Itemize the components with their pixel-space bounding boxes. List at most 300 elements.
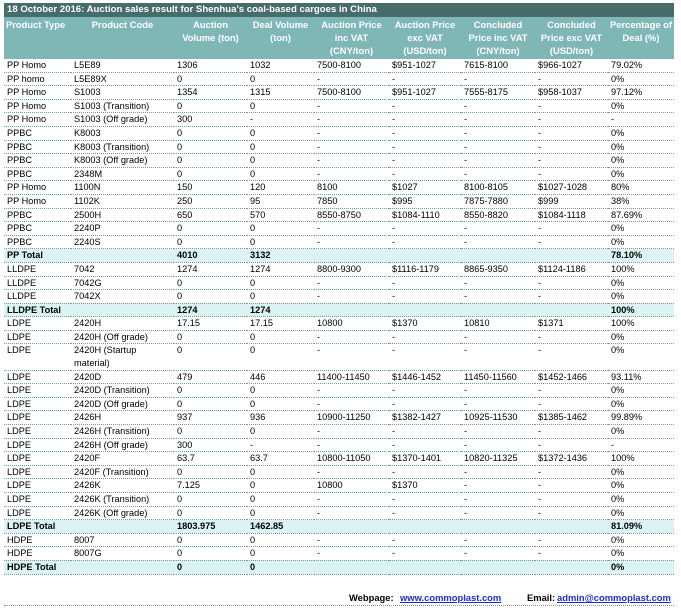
- cell-product-code: [71, 249, 174, 263]
- cell-product-code: S1003 (Off grade): [71, 113, 174, 127]
- cell-auction-volume: 0: [174, 330, 247, 344]
- cell-auction-volume: 1803.975: [174, 520, 247, 534]
- cell-auction-volume: 0: [174, 276, 247, 290]
- cell-concluded-price-usd: -: [535, 438, 608, 452]
- cell-deal-volume: 95: [247, 194, 314, 208]
- cell-deal-volume: 0: [247, 493, 314, 507]
- cell-concluded-price-cny: -: [461, 425, 535, 439]
- cell-auction-price-usd: -: [389, 397, 461, 411]
- cell-product-code: 2240P: [71, 222, 174, 236]
- cell-deal-percentage: 0%: [608, 276, 674, 290]
- cell-deal-volume: 1274: [247, 303, 314, 317]
- cell-auction-price-cny: -: [314, 276, 389, 290]
- cell-product-code: [71, 303, 174, 317]
- cell-auction-price-cny: -: [314, 222, 389, 236]
- cell-concluded-price-cny: -: [461, 547, 535, 561]
- cell-product-code: 2420D (Transition): [71, 384, 174, 398]
- cell-deal-percentage: 100%: [608, 317, 674, 331]
- webpage-link[interactable]: www.commoplast.com: [400, 592, 502, 603]
- cell-auction-price-usd: $1116-1179: [389, 262, 461, 276]
- cell-auction-price-usd: -: [389, 235, 461, 249]
- cell-concluded-price-cny: [461, 560, 535, 574]
- cell-deal-percentage: 0%: [608, 154, 674, 168]
- cell-concluded-price-usd: -: [535, 113, 608, 127]
- table-row: [4, 235, 674, 249]
- cell-deal-volume: 63.7: [247, 452, 314, 466]
- table-row: [4, 208, 674, 222]
- cell-auction-price-usd: -: [389, 344, 461, 370]
- table-row: [4, 276, 674, 290]
- cell-auction-price-cny: -: [314, 290, 389, 304]
- table-row: [4, 506, 674, 520]
- cell-deal-volume: 570: [247, 208, 314, 222]
- cell-product-code: 2420F (Transition): [71, 465, 174, 479]
- cell-auction-price-usd: [389, 560, 461, 574]
- cell-product-code: 2426K: [71, 479, 174, 493]
- cell-concluded-price-cny: -: [461, 465, 535, 479]
- cell-auction-price-usd: $1382-1427: [389, 411, 461, 425]
- auction-results-sheet: [4, 3, 674, 603]
- cell-product-code: 2426K (Transition): [71, 493, 174, 507]
- cell-product-code: 2420H (Off grade): [71, 330, 174, 344]
- cell-concluded-price-usd: -: [535, 384, 608, 398]
- cell-deal-percentage: 0%: [608, 72, 674, 86]
- cell-deal-percentage: 0%: [608, 465, 674, 479]
- cell-product-code: 7042: [71, 262, 174, 276]
- cell-concluded-price-usd: $958-1037: [535, 86, 608, 100]
- cell-product-type: LDPE: [4, 317, 71, 331]
- cell-concluded-price-usd: [535, 520, 608, 534]
- cell-product-code: L5E89: [71, 59, 174, 72]
- cell-auction-volume: 0: [174, 235, 247, 249]
- cell-concluded-price-usd: -: [535, 425, 608, 439]
- cell-product-code: 1102K: [71, 194, 174, 208]
- cell-auction-price-usd: -: [389, 154, 461, 168]
- cell-deal-volume: 1462.85: [247, 520, 314, 534]
- cell-concluded-price-usd: $1385-1462: [535, 411, 608, 425]
- cell-concluded-price-usd: -: [535, 126, 608, 140]
- cell-deal-volume: 1032: [247, 59, 314, 72]
- cell-product-type: LDPE: [4, 465, 71, 479]
- cell-concluded-price-usd: $1372-1436: [535, 452, 608, 466]
- cell-product-code: 1100N: [71, 181, 174, 195]
- cell-deal-percentage: -: [608, 438, 674, 452]
- cell-deal-volume: 0: [247, 126, 314, 140]
- cell-auction-price-usd: $1370: [389, 479, 461, 493]
- cell-product-code: K8003: [71, 126, 174, 140]
- cell-auction-price-cny: -: [314, 493, 389, 507]
- cell-concluded-price-cny: 10925-11530: [461, 411, 535, 425]
- cell-auction-price-usd: -: [389, 506, 461, 520]
- cell-product-code: K8003 (Off grade): [71, 154, 174, 168]
- cell-product-type: LDPE: [4, 330, 71, 344]
- cell-product-type: LDPE: [4, 384, 71, 398]
- cell-auction-price-usd: -: [389, 140, 461, 154]
- cell-deal-percentage: 0%: [608, 560, 674, 574]
- cell-product-code: 2420D: [71, 370, 174, 384]
- table-row: [4, 194, 674, 208]
- cell-deal-volume: 0: [247, 154, 314, 168]
- cell-deal-percentage: 0%: [608, 222, 674, 236]
- cell-deal-volume: 0: [247, 425, 314, 439]
- table-row: [4, 154, 674, 168]
- cell-concluded-price-usd: -: [535, 140, 608, 154]
- cell-product-type: PP Total: [4, 249, 71, 263]
- cell-auction-price-cny: -: [314, 167, 389, 181]
- cell-deal-percentage: 0%: [608, 235, 674, 249]
- cell-deal-percentage: 0%: [608, 140, 674, 154]
- cell-product-type: LLDPE Total: [4, 303, 71, 317]
- cell-auction-volume: 479: [174, 370, 247, 384]
- cell-auction-price-cny: -: [314, 330, 389, 344]
- cell-auction-price-cny: -: [314, 425, 389, 439]
- cell-deal-percentage: 93.11%: [608, 370, 674, 384]
- table-row: [4, 126, 674, 140]
- cell-product-type: PPBC: [4, 154, 71, 168]
- table-row: [4, 370, 674, 384]
- cell-concluded-price-cny: -: [461, 438, 535, 452]
- cell-auction-price-cny: -: [314, 397, 389, 411]
- cell-deal-volume: 0: [247, 140, 314, 154]
- cell-auction-volume: 0: [174, 425, 247, 439]
- cell-auction-price-cny: 10800: [314, 317, 389, 331]
- cell-concluded-price-cny: 7555-8175: [461, 86, 535, 100]
- table-row: [4, 86, 674, 100]
- cell-concluded-price-cny: -: [461, 72, 535, 86]
- cell-product-type: LDPE: [4, 479, 71, 493]
- cell-auction-price-usd: -: [389, 384, 461, 398]
- cell-product-type: HDPE: [4, 533, 71, 547]
- cell-auction-price-cny: -: [314, 465, 389, 479]
- cell-deal-percentage: 0%: [608, 99, 674, 113]
- cell-auction-price-usd: $951-1027: [389, 59, 461, 72]
- cell-concluded-price-usd: -: [535, 99, 608, 113]
- cell-auction-price-cny: 10900-11250: [314, 411, 389, 425]
- table-row: [4, 59, 674, 72]
- cell-concluded-price-usd: -: [535, 290, 608, 304]
- cell-deal-volume: 936: [247, 411, 314, 425]
- cell-auction-price-usd: -: [389, 533, 461, 547]
- cell-auction-price-usd: -: [389, 113, 461, 127]
- cell-concluded-price-usd: $966-1027: [535, 59, 608, 72]
- cell-deal-volume: 0: [247, 222, 314, 236]
- cell-concluded-price-usd: -: [535, 547, 608, 561]
- cell-deal-percentage: 100%: [608, 452, 674, 466]
- table-row: [4, 72, 674, 86]
- cell-concluded-price-cny: 7615-8100: [461, 59, 535, 72]
- cell-concluded-price-usd: -: [535, 276, 608, 290]
- cell-product-type: HDPE: [4, 547, 71, 561]
- cell-product-type: LDPE: [4, 452, 71, 466]
- cell-product-type: LDPE: [4, 344, 71, 370]
- cell-auction-price-cny: -: [314, 344, 389, 370]
- cell-concluded-price-usd: -: [535, 330, 608, 344]
- cell-auction-price-cny: 8800-9300: [314, 262, 389, 276]
- cell-deal-volume: 0: [247, 384, 314, 398]
- cell-deal-volume: 0: [247, 235, 314, 249]
- cell-auction-price-usd: $1370: [389, 317, 461, 331]
- cell-auction-price-cny: 8100: [314, 181, 389, 195]
- cell-product-code: 2420H: [71, 317, 174, 331]
- cell-auction-price-usd: $951-1027: [389, 86, 461, 100]
- cell-auction-price-usd: $1084-1110: [389, 208, 461, 222]
- table-row: [4, 222, 674, 236]
- table-row: [4, 344, 674, 370]
- cell-concluded-price-usd: $1027-1028: [535, 181, 608, 195]
- table-row: [4, 99, 674, 113]
- cell-concluded-price-cny: -: [461, 167, 535, 181]
- cell-deal-volume: 3132: [247, 249, 314, 263]
- cell-concluded-price-usd: -: [535, 533, 608, 547]
- cell-product-type: LDPE Total: [4, 520, 71, 534]
- cell-product-type: LDPE: [4, 397, 71, 411]
- cell-auction-price-cny: -: [314, 99, 389, 113]
- cell-concluded-price-cny: -: [461, 126, 535, 140]
- cell-auction-volume: 0: [174, 72, 247, 86]
- cell-product-code: [71, 520, 174, 534]
- cell-auction-price-cny: -: [314, 72, 389, 86]
- cell-auction-price-cny: 8550-8750: [314, 208, 389, 222]
- cell-product-code: 2420H (Startup material): [71, 344, 174, 370]
- cell-deal-percentage: 0%: [608, 290, 674, 304]
- cell-auction-volume: 1354: [174, 86, 247, 100]
- col-header-product-type: Product Type: [4, 17, 71, 59]
- cell-product-code: 7042X: [71, 290, 174, 304]
- cell-auction-volume: 0: [174, 344, 247, 370]
- total-row: [4, 520, 674, 534]
- cell-deal-volume: 1315: [247, 86, 314, 100]
- auction-results-table: [4, 17, 674, 575]
- table-row: [4, 438, 674, 452]
- cell-auction-volume: 0: [174, 290, 247, 304]
- cell-auction-price-cny: [314, 560, 389, 574]
- cell-concluded-price-cny: -: [461, 99, 535, 113]
- cell-concluded-price-usd: -: [535, 72, 608, 86]
- cell-concluded-price-cny: -: [461, 506, 535, 520]
- cell-auction-price-cny: -: [314, 506, 389, 520]
- cell-deal-percentage: 0%: [608, 384, 674, 398]
- table-row: [4, 533, 674, 547]
- cell-auction-volume: 150: [174, 181, 247, 195]
- cell-auction-price-usd: -: [389, 222, 461, 236]
- cell-auction-price-usd: $1027: [389, 181, 461, 195]
- table-row: [4, 452, 674, 466]
- cell-concluded-price-usd: [535, 560, 608, 574]
- cell-auction-volume: 0: [174, 384, 247, 398]
- cell-auction-volume: 1306: [174, 59, 247, 72]
- cell-auction-volume: 300: [174, 438, 247, 452]
- cell-product-type: PP Homo: [4, 181, 71, 195]
- cell-auction-volume: 4010: [174, 249, 247, 263]
- cell-product-type: PP Homo: [4, 113, 71, 127]
- cell-auction-volume: 0: [174, 506, 247, 520]
- cell-concluded-price-usd: $1124-1186: [535, 262, 608, 276]
- cell-product-type: LDPE: [4, 370, 71, 384]
- cell-product-type: PPBC: [4, 208, 71, 222]
- total-row: [4, 249, 674, 263]
- cell-deal-volume: 0: [247, 560, 314, 574]
- total-row: [4, 303, 674, 317]
- cell-concluded-price-cny: -: [461, 384, 535, 398]
- cell-product-code: 8007G: [71, 547, 174, 561]
- cell-product-type: LDPE: [4, 493, 71, 507]
- cell-product-type: PPBC: [4, 140, 71, 154]
- cell-auction-price-usd: -: [389, 99, 461, 113]
- cell-deal-volume: 0: [247, 276, 314, 290]
- cell-concluded-price-usd: -: [535, 222, 608, 236]
- cell-deal-percentage: 0%: [608, 493, 674, 507]
- cell-auction-price-usd: $1370-1401: [389, 452, 461, 466]
- cell-auction-volume: 0: [174, 167, 247, 181]
- col-header-product-code: Product Code: [71, 17, 174, 59]
- cell-auction-price-cny: -: [314, 154, 389, 168]
- cell-product-type: PP Homo: [4, 86, 71, 100]
- cell-concluded-price-cny: [461, 249, 535, 263]
- cell-auction-price-cny: [314, 249, 389, 263]
- cell-product-code: 2426K (Off grade): [71, 506, 174, 520]
- cell-deal-percentage: 0%: [608, 344, 674, 370]
- cell-concluded-price-usd: [535, 303, 608, 317]
- cell-auction-price-cny: -: [314, 140, 389, 154]
- cell-product-type: LLDPE: [4, 262, 71, 276]
- cell-auction-price-cny: -: [314, 384, 389, 398]
- cell-product-code: 2426H (Transition): [71, 425, 174, 439]
- cell-deal-volume: 0: [247, 167, 314, 181]
- cell-deal-percentage: 0%: [608, 506, 674, 520]
- cell-deal-volume: 0: [247, 330, 314, 344]
- cell-deal-volume: 0: [247, 72, 314, 86]
- cell-product-type: LDPE: [4, 411, 71, 425]
- table-row: [4, 425, 674, 439]
- cell-product-type: LDPE: [4, 425, 71, 439]
- cell-product-type: HDPE Total: [4, 560, 71, 574]
- cell-deal-percentage: 0%: [608, 167, 674, 181]
- table-row: [4, 384, 674, 398]
- cell-auction-price-usd: -: [389, 167, 461, 181]
- col-header-auction-price-usd: Auction Price exc VAT (USD/ton): [389, 17, 461, 59]
- cell-concluded-price-cny: -: [461, 290, 535, 304]
- cell-auction-volume: 0: [174, 154, 247, 168]
- cell-concluded-price-cny: 8865-9350: [461, 262, 535, 276]
- cell-auction-price-cny: [314, 303, 389, 317]
- header-row: [4, 17, 674, 59]
- col-header-auction-price-cny: Auction Price inc VAT (CNY/ton): [314, 17, 389, 59]
- cell-product-code: 2420D (Off grade): [71, 397, 174, 411]
- cell-auction-volume: 250: [174, 194, 247, 208]
- cell-deal-percentage: 0%: [608, 547, 674, 561]
- cell-auction-volume: 0: [174, 99, 247, 113]
- cell-auction-volume: 0: [174, 533, 247, 547]
- col-header-concluded-price-usd: Concluded Price exc VAT (USD/ton): [535, 17, 608, 59]
- cell-auction-price-usd: -: [389, 425, 461, 439]
- cell-deal-volume: 0: [247, 479, 314, 493]
- cell-concluded-price-usd: -: [535, 465, 608, 479]
- cell-deal-percentage: 0%: [608, 397, 674, 411]
- cell-deal-volume: 0: [247, 465, 314, 479]
- cell-auction-price-cny: -: [314, 113, 389, 127]
- cell-concluded-price-usd: -: [535, 493, 608, 507]
- cell-deal-percentage: 87.69%: [608, 208, 674, 222]
- cell-auction-price-usd: -: [389, 493, 461, 507]
- cell-concluded-price-cny: 8100-8105: [461, 181, 535, 195]
- cell-auction-volume: 0: [174, 547, 247, 561]
- cell-auction-price-usd: $1446-1452: [389, 370, 461, 384]
- table-row: [4, 479, 674, 493]
- cell-product-type: PP Homo: [4, 59, 71, 72]
- table-row: [4, 330, 674, 344]
- cell-auction-volume: 937: [174, 411, 247, 425]
- cell-auction-volume: 0: [174, 493, 247, 507]
- cell-product-type: PP Homo: [4, 194, 71, 208]
- cell-product-code: K8003 (Transition): [71, 140, 174, 154]
- cell-deal-volume: 0: [247, 506, 314, 520]
- cell-product-type: PPBC: [4, 126, 71, 140]
- cell-product-type: PP Homo: [4, 99, 71, 113]
- cell-product-code: S1003: [71, 86, 174, 100]
- cell-auction-price-usd: -: [389, 126, 461, 140]
- cell-auction-price-usd: -: [389, 438, 461, 452]
- cell-product-code: L5E89X: [71, 72, 174, 86]
- table-row: [4, 317, 674, 331]
- col-header-deal-volume: Deal Volume (ton): [247, 17, 314, 59]
- email-link[interactable]: admin@commoplast.com: [557, 592, 671, 603]
- cell-product-type: LDPE: [4, 438, 71, 452]
- cell-auction-volume: 7.125: [174, 479, 247, 493]
- cell-concluded-price-cny: 10820-11325: [461, 452, 535, 466]
- cell-auction-price-cny: 7500-8100: [314, 59, 389, 72]
- cell-auction-price-usd: -: [389, 72, 461, 86]
- cell-concluded-price-cny: -: [461, 330, 535, 344]
- cell-deal-percentage: 80%: [608, 181, 674, 195]
- cell-concluded-price-usd: -: [535, 479, 608, 493]
- cell-auction-volume: 63.7: [174, 452, 247, 466]
- table-row: [4, 181, 674, 195]
- cell-concluded-price-usd: $1371: [535, 317, 608, 331]
- cell-auction-volume: 0: [174, 397, 247, 411]
- cell-concluded-price-usd: -: [535, 344, 608, 370]
- cell-deal-percentage: 100%: [608, 262, 674, 276]
- cell-auction-price-cny: -: [314, 547, 389, 561]
- cell-concluded-price-usd: -: [535, 506, 608, 520]
- cell-product-code: [71, 560, 174, 574]
- cell-product-code: 7042G: [71, 276, 174, 290]
- cell-concluded-price-cny: -: [461, 154, 535, 168]
- cell-concluded-price-cny: -: [461, 397, 535, 411]
- cell-deal-volume: 0: [247, 344, 314, 370]
- cell-auction-volume: 0: [174, 465, 247, 479]
- cell-auction-price-cny: -: [314, 438, 389, 452]
- cell-deal-percentage: 0%: [608, 479, 674, 493]
- cell-deal-percentage: 99.89%: [608, 411, 674, 425]
- cell-auction-price-cny: 7850: [314, 194, 389, 208]
- cell-auction-volume: 0: [174, 140, 247, 154]
- col-header-deal-percentage: Percentage of Deal (%): [608, 17, 674, 59]
- cell-deal-volume: 446: [247, 370, 314, 384]
- cell-deal-volume: -: [247, 438, 314, 452]
- table-row: [4, 397, 674, 411]
- cell-auction-price-cny: -: [314, 235, 389, 249]
- cell-auction-price-usd: -: [389, 465, 461, 479]
- col-header-concluded-price-cny: Concluded Price inc VAT (CNY/ton): [461, 17, 535, 59]
- cell-auction-price-cny: 7500-8100: [314, 86, 389, 100]
- cell-deal-percentage: 81.09%: [608, 520, 674, 534]
- cell-concluded-price-cny: -: [461, 479, 535, 493]
- cell-auction-price-usd: [389, 303, 461, 317]
- cell-deal-percentage: -: [608, 113, 674, 127]
- cell-auction-volume: 17.15: [174, 317, 247, 331]
- cell-concluded-price-cny: 11450-11560: [461, 370, 535, 384]
- cell-auction-price-cny: 10800: [314, 479, 389, 493]
